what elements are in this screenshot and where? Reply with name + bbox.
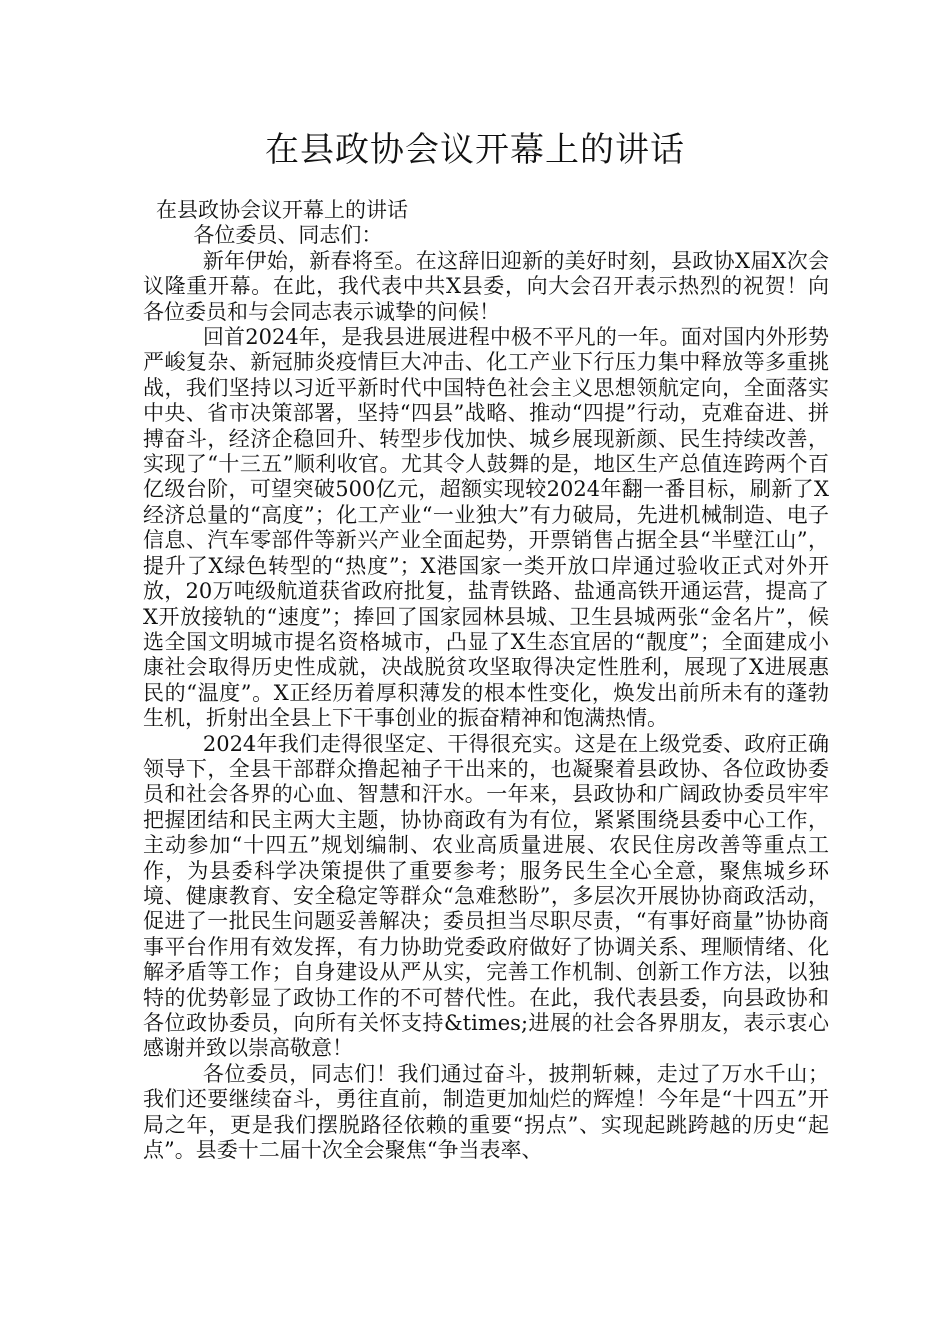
speech-subtitle: 在县政协会议开幕上的讲话	[156, 198, 408, 222]
speech-salutation: 各位委员、同志们：	[193, 223, 383, 248]
paragraph: 新年伊始，新春将至。在这辞旧迎新的美好时刻，县政协X届X次会议隆重开幕。在此，我代表中共X县委，向大会召开表示热烈的祝贺！向各位委员和与会同志表示诚挚的问候！	[143, 248, 829, 324]
paragraph: 回首2024年，是我县进展进程中极不平凡的一年。面对国内外形势严峻复杂、新冠肺炎疫情巨大冲击、化工产业下行压力集中释放等多重挑战，我们坚持以习近平新时代中国特色社会主义思想领航定向，全面落实中央、省市决策部署，坚持“四县”战略、推动“四提”行动，克难奋进、拼搏奋斗，经济企稳回升、转型步伐加快、城乡展现新颜、民生持续改善，实现了“十三五”顺利收官。尤其令人鼓舞的是，地区生产总值连跨两个百亿级台阶，可望突破500亿元，超额实现较2024年翻一番目标，刷新了X经济总量的“高度”；化工产业“一业独大”有力破局，先进机械制造、电子信息、汽车零部件等新兴产业全面起势，开票销售占据全县“半壁江山”，提升了X绿色转型的“热度”；X港国家一类开放口岸通过验收正式对外开放，20万吨级航道获省政府批复，盐青铁路、盐通高铁开通运营，提高了X开放接轨的“速度”；捧回了国家园林县城、卫生县城两张“金名片”，候选全国文明城市提名资格城市，凸显了X生态宜居的“靓度”；全面建成小康社会取得历史性成就，决战脱贫攻坚取得决定性胜利，展现了X进展惠民的“温度”。X正经历着厚积薄发的根本性变化，焕发出前所未有的蓬勃生机，折射出全县上下干事创业的振奋精神和饱满热情。	[143, 325, 829, 731]
paragraph: 2024年我们走得很坚定、干得很充实。这是在上级党委、政府正确领导下，全县干部群众撸起袖子干出来的，也凝聚着县政协、各位政协委员和社会各界的心血、智慧和汗水。一年来，县政协和广阔政协委员牢牢把握团结和民主两大主题，协协商政有为有位，紧紧围绕县委中心工作，主动参加“十四五”规划编制、农业高质量进展、农民住房改善等重点工作，为县委科学决策提供了重要参考；服务民生全心全意，聚焦城乡环境、健康教育、安全稳定等群众“急难愁盼”，多层次开展协协商政活动，促进了一批民生问题妥善解决；委员担当尽职尽责，“有事好商量”协协商事平台作用有效发挥，有力协助党委政府做好了协调关系、理顺情绪、化解矛盾等工作；自身建设从严从实，完善工作机制、创新工作方法，以独特的优势彰显了政协工作的不可替代性。在此，我代表县委，向县政协和各位政协委员，向所有关怀支持&times;进展的社会各界朋友，表示衷心感谢并致以崇高敬意！	[143, 731, 829, 1061]
document-title: 在县政协会议开幕上的讲话	[265, 130, 685, 170]
paragraph: 各位委员，同志们！我们通过奋斗，披荆斩棘，走过了万水千山；我们还要继续奋斗，勇往直前，制造更加灿烂的辉煌！今年是“十四五”开局之年，更是我们摆脱路径依赖的重要“拐点”、实现起跳跨越的历史“起点”。县委十二届十次全会聚焦“争当表率、	[143, 1061, 829, 1163]
document-body	[143, 198, 829, 1163]
